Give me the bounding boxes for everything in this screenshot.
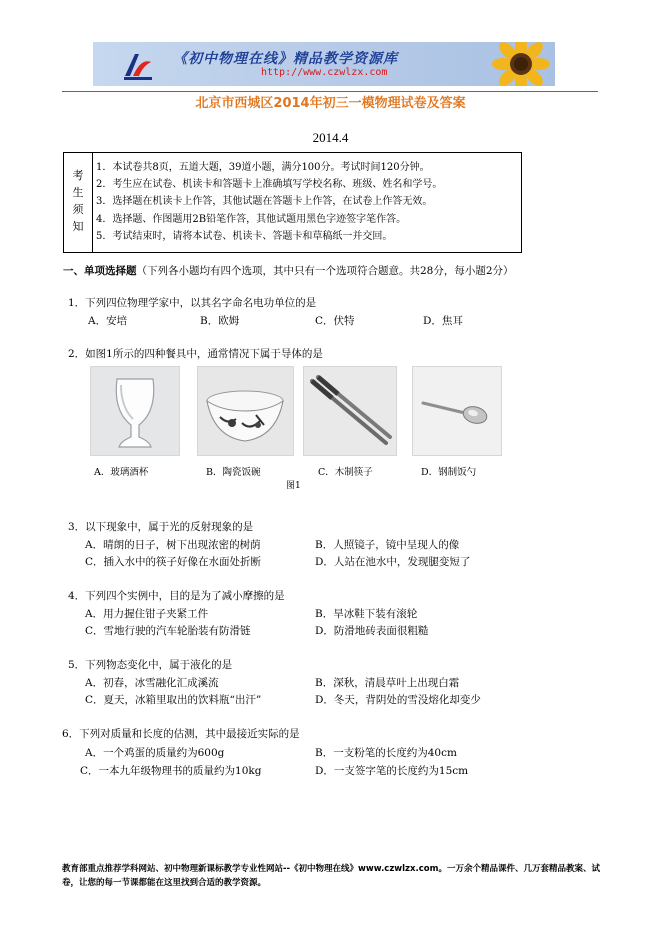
steel-spoon-image <box>412 366 502 456</box>
option-a: A．一个鸡蛋的质量约为600g <box>85 747 225 759</box>
option-a: A．初春，冰雪融化汇成溪流 <box>85 677 219 689</box>
site-logo-icon <box>121 48 155 82</box>
figure-caption-c: C．木制筷子 <box>318 467 373 478</box>
option-c: C．一本九年级物理书的质量约为10kg <box>80 765 262 777</box>
option-b: B．欧姆 <box>200 315 240 327</box>
notice-label <box>64 153 93 252</box>
option-b: B．旱冰鞋下装有滚轮 <box>315 608 418 620</box>
page-title: 北京市西城区2014年初三一模物理试卷及答案 <box>195 96 466 111</box>
option-c: C．伏特 <box>315 315 355 327</box>
figure-caption-a: A．玻璃酒杯 <box>94 467 149 478</box>
notice-item: 1．本试卷共8页，五道大题，39道小题，满分100分。考试时间120分钟。 <box>96 162 430 173</box>
header-banner <box>93 42 555 86</box>
section-heading <box>63 263 514 278</box>
banner-brand-text: 《初中物理在线》精品教学资源库 <box>173 51 398 67</box>
notice-label-char: 生 <box>72 186 84 199</box>
notice-label-char: 考 <box>72 169 84 182</box>
glass-cup-image <box>90 366 180 456</box>
option-c: C．雪地行驶的汽车轮胎装有防滑链 <box>85 625 251 637</box>
exam-notice-box <box>63 152 522 253</box>
option-b: B．一支粉笔的长度约为40cm <box>315 747 457 759</box>
question-stem: 5．下列物态变化中，属于液化的是 <box>68 659 233 671</box>
notice-item: 2．考生应在试卷、机读卡和答题卡上准确填写学校名称、班级、姓名和学号。 <box>96 179 443 191</box>
option-d: D．防滑地砖表面很粗糙 <box>315 625 429 637</box>
option-b: B．深秋，清晨草叶上出现白霜 <box>315 677 460 689</box>
exam-date: 2014.4 <box>312 130 349 145</box>
option-c: C．夏天，冰箱里取出的饮料瓶“出汗” <box>85 694 262 706</box>
question-stem: 1．下列四位物理学家中，以其名字命名电功单位的是 <box>68 297 317 309</box>
banner-url[interactable]: http://www.czwlzx.com <box>261 67 388 78</box>
section-note: （下列各小题均有四个选项，其中只有一个选项符合题意。共28分，每小题2分） <box>136 265 514 277</box>
notice-item: 3．选择题在机读卡上作答，其他试题在答题卡上作答，在试卷上作答无效。 <box>96 196 433 208</box>
option-a: A．晴朗的日子，树下出现浓密的树荫 <box>85 539 261 551</box>
notice-item: 5．考试结束时，请将本试卷、机读卡、答题卡和草稿纸一并交回。 <box>96 230 393 242</box>
figure-caption-d: D．钢制饭勺 <box>421 467 477 478</box>
figure-label: 图1 <box>286 481 301 491</box>
option-a: A．安培 <box>88 315 128 327</box>
option-a: A．用力握住钳子夹紧工件 <box>85 608 209 620</box>
section-title: 一、单项选择题 <box>63 265 137 277</box>
notice-item: 4．选择题、作图题用2B铅笔作答，其他试题用黑色字迹签字笔作答。 <box>96 213 407 225</box>
question-stem: 6．下列对质量和长度的估测，其中最接近实际的是 <box>62 728 300 740</box>
notice-list <box>96 159 442 245</box>
option-d: D．冬天，背阴处的雪没熔化却变少 <box>315 694 481 706</box>
notice-label-char: 知 <box>72 220 84 233</box>
ceramic-bowl-image <box>197 366 294 456</box>
question-stem: 4．下列四个实例中，目的是为了减小摩擦的是 <box>68 590 285 602</box>
option-d: D．焦耳 <box>423 315 463 327</box>
wooden-chopsticks-image <box>303 366 397 456</box>
option-d: D．人站在池水中，发现腿变短了 <box>315 556 471 568</box>
sunflower-icon <box>481 42 555 86</box>
option-c: C．插入水中的筷子好像在水面处折断 <box>85 556 262 568</box>
question-stem: 2．如图1所示的四种餐具中，通常情况下属于导体的是 <box>68 348 323 360</box>
notice-label-char: 须 <box>72 203 84 216</box>
option-b: B．人照镜子，镜中呈现人的像 <box>315 539 460 551</box>
page-footer: 教育部重点推荐学科网站、初中物理新课标教学专业性网站--《初中物理在线》www.czwlzx.com。一万余个精品课件、几万套精品教案、试卷，让您的每一节课都能在这里找到合适的教学资源。 <box>62 864 600 888</box>
option-d: D．一支签字笔的长度约为15cm <box>315 765 469 777</box>
question-stem: 3．以下现象中，属于光的反射现象的是 <box>68 521 254 533</box>
figure-caption-b: B．陶瓷饭碗 <box>206 467 261 478</box>
